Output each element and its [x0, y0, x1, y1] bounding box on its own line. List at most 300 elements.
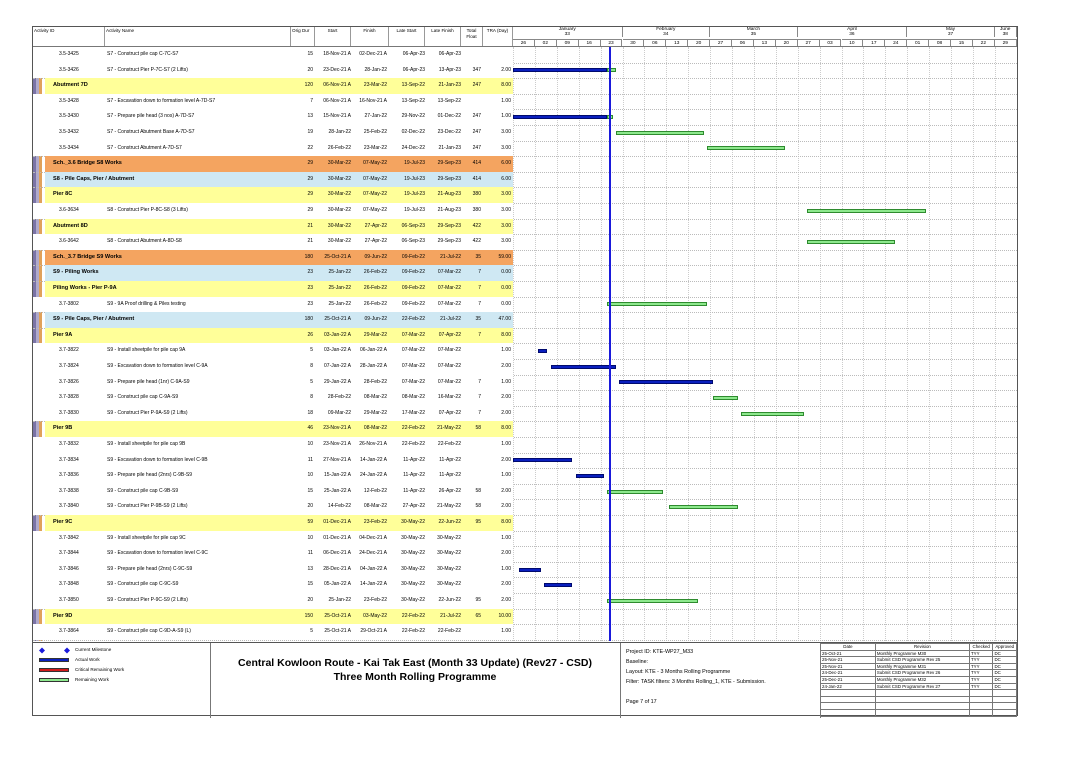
table-row[interactable] — [33, 593, 513, 609]
finish-date: 23-Mar-22 — [363, 82, 387, 89]
start-date: 06-Dec-21 A — [323, 550, 351, 557]
finish-date: 29-Mar-22 — [363, 331, 387, 338]
total-float: 422 — [472, 222, 481, 229]
actual-work-bar[interactable] — [513, 115, 607, 119]
table-row[interactable] — [33, 468, 513, 484]
late-finish: 07-Mar-22 — [437, 347, 461, 354]
month-header-january — [513, 27, 623, 37]
remaining-work-bar[interactable] — [713, 396, 738, 400]
actual-legend-swatch — [39, 658, 69, 662]
late-start: 30-May-22 — [401, 581, 425, 588]
col-start[interactable]: Start — [315, 27, 351, 46]
finish-date: 07-May-22 — [363, 191, 387, 198]
tra-days: 8.00 — [501, 331, 511, 338]
late-start: 09-Feb-22 — [401, 269, 425, 276]
remaining-work-bar[interactable] — [669, 505, 738, 509]
late-start: 19-Jul-23 — [404, 207, 425, 213]
start-date: 28-Jan-22 — [328, 129, 351, 135]
remaining-work-bar[interactable] — [607, 302, 707, 306]
late-start: 30-May-22 — [401, 565, 425, 572]
week-label: 09 — [557, 39, 579, 46]
orig-duration: 23 — [307, 300, 313, 307]
start-date: 25-Jan-22 — [328, 269, 351, 276]
remaining-work-bar[interactable] — [741, 412, 804, 416]
orig-duration: 19 — [307, 129, 313, 135]
remaining-work-bar[interactable] — [707, 146, 785, 150]
activity-name: Pier 9B — [53, 425, 73, 432]
wbs-band-row[interactable] — [45, 421, 513, 437]
start-date: 23-Dec-21 A — [323, 66, 351, 73]
start-date: 15-Nov-21 A — [323, 113, 351, 120]
table-row[interactable] — [33, 453, 513, 469]
month-number: 34 — [663, 32, 669, 37]
orig-duration: 5 — [310, 378, 313, 385]
total-float: 7 — [478, 394, 481, 401]
col-total-float[interactable]: Total Float — [461, 27, 483, 46]
tra-days: 8.00 — [501, 425, 511, 432]
late-start: 07-Mar-22 — [401, 378, 425, 385]
orig-duration: 180 — [304, 316, 313, 323]
project-id: Project ID: KTE-WP27_M33 — [626, 649, 694, 655]
finish-date: 26-Feb-22 — [363, 269, 387, 276]
activity-name: S7 - Prepare pile head (3 nos) A-7D-S7 — [107, 113, 195, 120]
late-start: 02-Dec-22 — [401, 129, 425, 135]
late-finish: 07-Mar-22 — [437, 269, 461, 276]
orig-duration: 21 — [307, 222, 313, 229]
orig-duration: 26 — [307, 331, 313, 338]
actual-work-bar[interactable] — [513, 68, 607, 72]
actual-work-bar[interactable] — [619, 380, 713, 384]
finish-date: 23-Feb-22 — [363, 597, 387, 603]
late-start: 22-Feb-22 — [401, 425, 425, 432]
col-orig-dur[interactable]: Orig Dur — [291, 27, 315, 46]
revision-cell: TYY — [969, 663, 993, 670]
revision-cell — [821, 696, 876, 703]
tra-days: 6.00 — [501, 175, 511, 182]
week-label: 27 — [798, 39, 820, 46]
revision-row — [821, 683, 1017, 690]
orig-duration: 15 — [307, 487, 313, 494]
revision-cell — [993, 690, 1017, 697]
tra-days: 2.00 — [501, 456, 511, 463]
tra-days: 3.00 — [501, 222, 511, 229]
finish-date: 09-Jun-22 — [364, 253, 387, 260]
activity-name: S9 - Construct pile cap C-9D-A-S9 (L) — [107, 628, 191, 635]
orig-duration: 150 — [304, 612, 313, 619]
tra-days: 0.00 — [501, 269, 511, 276]
tra-days: 1.00 — [501, 441, 511, 447]
table-row[interactable] — [33, 406, 513, 422]
revision-cell: TYY — [969, 670, 993, 677]
activity-id: 3.7-3850 — [59, 597, 79, 603]
orig-duration: 180 — [304, 253, 313, 260]
total-float: 35 — [475, 316, 481, 323]
actual-work-bar[interactable] — [519, 568, 541, 572]
revision-cell — [821, 703, 876, 710]
finish-date: 26-Nov-21 A — [359, 441, 387, 447]
revision-cell: DC — [993, 663, 1017, 670]
revision-header-row — [821, 644, 1017, 651]
late-finish: 30-May-22 — [437, 565, 461, 572]
orig-duration: 11 — [307, 456, 313, 463]
activity-name: S9 - Prepare pile head (2nrs) C-9B-S9 — [107, 472, 193, 479]
revision-cell: 25-Oct-21 — [821, 650, 876, 657]
tra-days: 3.00 — [501, 144, 511, 151]
month-name: April — [847, 27, 857, 32]
revision-cell — [875, 709, 969, 716]
revision-row-empty — [821, 696, 1017, 703]
late-finish: 21-Jan-23 — [438, 144, 461, 151]
wbs-band-row[interactable] — [45, 219, 513, 235]
activity-name: S7 - Construct Pier P-7C-S7 (2 Lifts) — [107, 66, 188, 73]
late-start: 30-May-22 — [401, 534, 425, 541]
start-date: 14-Feb-22 — [327, 503, 351, 510]
activity-id: 3.7-3840 — [59, 503, 79, 510]
col-finish[interactable]: Finish — [351, 27, 389, 46]
total-float: 58 — [475, 503, 481, 510]
revision-cell: 25-Nov-21 — [821, 663, 876, 670]
activity-name: S9 - Pile Caps, Pier / Abutment — [53, 316, 135, 323]
revision-row — [821, 670, 1017, 677]
activity-name: S9 - Excavation down to formation level C-9B — [107, 456, 208, 463]
late-start: 11-Apr-22 — [403, 456, 425, 463]
revision-row-empty — [821, 690, 1017, 697]
activity-name: S7 - Construct pile cap C-7C-S7 — [107, 51, 179, 57]
late-start: 09-Feb-22 — [401, 300, 425, 307]
start-date: 15-Jan-22 A — [324, 472, 351, 479]
week-label: 16 — [579, 39, 601, 46]
start-date: 09-Mar-22 — [327, 409, 351, 416]
late-start: 11-Apr-22 — [403, 472, 425, 479]
tra-days: 1.00 — [501, 347, 511, 354]
finish-date: 25-Feb-22 — [363, 129, 387, 135]
late-start: 22-Feb-22 — [401, 316, 425, 323]
remaining-work-bar[interactable] — [607, 490, 663, 494]
actual-work-bar[interactable] — [544, 583, 572, 587]
total-float: 247 — [472, 129, 481, 135]
late-finish: 07-Mar-22 — [437, 378, 461, 385]
revision-cell — [969, 703, 993, 710]
activity-id: 3.5-3430 — [59, 113, 79, 120]
finish-date: 04-Dec-21 A — [359, 534, 387, 541]
month-number: 37 — [947, 32, 954, 37]
col-late-finish[interactable]: Late Finish — [425, 27, 461, 46]
revision-header-cell: Approved — [993, 644, 1017, 651]
table-row[interactable] — [33, 94, 513, 110]
late-finish: 21-Aug-23 — [437, 191, 461, 198]
col-activity-id[interactable]: Activity ID — [33, 27, 105, 46]
orig-duration: 11 — [307, 550, 313, 557]
orig-duration: 22 — [307, 144, 313, 151]
remaining-work-bar[interactable] — [807, 240, 895, 244]
wbs-band-row[interactable] — [45, 156, 513, 172]
table-row[interactable] — [33, 390, 513, 406]
revision-row — [821, 657, 1017, 664]
orig-duration: 10 — [307, 441, 313, 447]
month-name: May — [945, 27, 956, 32]
milestone-diamond-icon — [39, 647, 71, 655]
table-row[interactable] — [33, 141, 513, 157]
activity-id: 3.7-3842 — [59, 534, 79, 541]
wbs-band-row[interactable] — [45, 250, 513, 266]
finish-date: 28-Jan-22 A — [360, 363, 387, 369]
finish-date: 16-Nov-21 A — [359, 97, 387, 104]
orig-duration: 59 — [307, 519, 313, 525]
table-row[interactable] — [33, 125, 513, 141]
start-date: 23-Nov-21 A — [323, 425, 351, 432]
table-row[interactable] — [33, 531, 513, 547]
week-label: 23 — [601, 39, 623, 46]
baseline: Baseline: — [626, 659, 649, 665]
critical-legend-swatch — [39, 668, 69, 672]
start-date: 23-Nov-21 A — [323, 441, 351, 447]
revision-cell: Submit CSD Programme Rev 27 — [875, 683, 969, 690]
orig-duration: 29 — [307, 207, 313, 213]
wbs-band-row[interactable] — [45, 328, 513, 344]
finish-date: 24-Dec-21 A — [359, 550, 387, 557]
wbs-band-row[interactable] — [45, 78, 513, 94]
late-start: 09-Feb-22 — [401, 285, 425, 291]
table-row[interactable] — [33, 63, 513, 79]
revision-header-cell: Revision — [875, 644, 969, 651]
finish-date: 12-Feb-22 — [363, 487, 387, 494]
week-label: 01 — [907, 39, 929, 46]
actual-work-bar[interactable] — [538, 349, 547, 353]
revision-table — [820, 643, 1017, 718]
start-date: 26-Feb-22 — [327, 144, 351, 151]
report-subtitle: Three Month Rolling Programme — [333, 671, 497, 683]
col-late-start[interactable]: Late Start — [389, 27, 425, 46]
activity-name: Abutment 7D — [53, 82, 88, 89]
filter-text: Filter: TASK filters: 3 Months Rolling_1, KTE - Submission. — [626, 679, 766, 685]
remaining-work-bar[interactable] — [616, 131, 704, 135]
finish-date: 07-May-22 — [363, 175, 387, 182]
revision-row — [821, 663, 1017, 670]
start-date: 18-Nov-21 A — [323, 51, 351, 57]
finish-date: 27-Apr-22 — [364, 238, 387, 245]
orig-duration: 7 — [310, 97, 313, 104]
actual-work-bar[interactable] — [551, 365, 617, 369]
activity-id: 3.5-3426 — [59, 66, 79, 73]
revision-header-cell: Date — [821, 644, 876, 651]
revision-cell: DC — [993, 657, 1017, 664]
total-float: 380 — [472, 191, 481, 198]
tra-days: 2.00 — [501, 503, 511, 510]
late-finish: 29-Sep-23 — [437, 238, 461, 245]
start-date: 06-Nov-21 A — [323, 82, 351, 89]
table-row[interactable] — [33, 624, 513, 640]
activity-name: S9 - 9A Proof drilling & Piles testing — [107, 300, 186, 307]
activity-name: Pier 9D — [53, 612, 73, 619]
schedule-body — [33, 47, 1017, 641]
tra-days: 2.00 — [501, 394, 511, 401]
revision-cell: TYY — [969, 676, 993, 683]
wbs-band-row[interactable] — [45, 281, 513, 297]
title-box — [210, 643, 621, 718]
week-label: 15 — [951, 39, 973, 46]
late-start: 22-Feb-22 — [401, 612, 425, 619]
tra-days: 1.00 — [501, 534, 511, 541]
table-row[interactable] — [33, 234, 513, 250]
tra-days: 3.00 — [501, 238, 511, 245]
month-name: January — [558, 27, 576, 32]
table-row[interactable] — [33, 577, 513, 593]
table-row[interactable] — [33, 375, 513, 391]
late-start: 29-Nov-22 — [401, 113, 425, 120]
revision-cell: 24-Dec-21 — [821, 670, 876, 677]
total-float: 7 — [478, 300, 481, 307]
table-row[interactable] — [33, 484, 513, 500]
schedule-sheet — [32, 26, 1018, 716]
actual-work-bar[interactable] — [513, 458, 572, 462]
activity-name: S7 - Construct Abutment A-7D-S7 — [107, 144, 182, 151]
wbs-band-row[interactable] — [45, 187, 513, 203]
wbs-band-row[interactable] — [45, 312, 513, 328]
table-row[interactable] — [33, 297, 513, 313]
late-finish: 11-Apr-22 — [439, 472, 461, 479]
activity-name: Pier 9A — [53, 331, 73, 338]
activity-name: S7 - Excavation down to formation level A-7D-S7 — [107, 97, 216, 104]
col-tra[interactable]: TRA (Day) — [483, 27, 513, 46]
total-float: 7 — [478, 409, 481, 416]
activity-name: Pier 8C — [53, 191, 73, 198]
total-float: 35 — [475, 253, 481, 260]
start-date: 30-Mar-22 — [327, 207, 351, 213]
orig-duration: 23 — [307, 285, 313, 291]
total-float: 414 — [472, 175, 481, 182]
activity-name: S9 - Construct Pier P-9B-S9 (2 Lifts) — [107, 503, 188, 510]
table-row[interactable] — [33, 343, 513, 359]
activity-name: S9 - Install sheetpile for pile cap 9C — [107, 534, 186, 541]
finish-date: 27-Jan-22 — [364, 113, 387, 120]
revision-header-cell: Checked — [969, 644, 993, 651]
table-row[interactable] — [33, 47, 513, 63]
table-row[interactable] — [33, 109, 513, 125]
table-row[interactable] — [33, 562, 513, 578]
start-date: 25-Jan-22 — [328, 300, 351, 307]
activity-id: 3.7-3848 — [59, 581, 79, 588]
revision-cell: DC — [993, 683, 1017, 690]
tra-days: 59.00 — [498, 253, 511, 260]
remaining-work-bar[interactable] — [807, 209, 926, 213]
revision-row-empty — [821, 709, 1017, 716]
week-label: 27 — [710, 39, 732, 46]
total-float: 95 — [475, 597, 481, 603]
table-row[interactable] — [33, 499, 513, 515]
week-label: 08 — [929, 39, 951, 46]
tra-days: 2.00 — [501, 597, 511, 603]
late-finish: 21-Jul-22 — [440, 612, 461, 619]
start-date: 01-Dec-21 A — [323, 534, 351, 541]
remaining-work-bar[interactable] — [607, 599, 698, 603]
late-finish: 21-May-22 — [437, 425, 461, 432]
week-label: 20 — [776, 39, 798, 46]
late-finish: 21-May-22 — [437, 503, 461, 510]
actual-work-bar[interactable] — [576, 474, 604, 478]
start-date: 27-Nov-21 A — [323, 456, 351, 463]
late-finish: 01-Dec-22 — [437, 113, 461, 120]
total-float: 58 — [475, 487, 481, 494]
wbs-band-row[interactable] — [45, 265, 513, 281]
col-activity-name[interactable]: Activity Name — [105, 27, 291, 46]
late-finish: 29-Sep-23 — [437, 222, 461, 229]
revision-cell — [821, 709, 876, 716]
late-finish: 29-Sep-23 — [437, 175, 461, 182]
late-finish: 29-Sep-23 — [437, 160, 461, 167]
activity-id: 3.5-3428 — [59, 97, 79, 104]
orig-duration: 46 — [307, 425, 313, 432]
start-date: 25-Jan-22 — [328, 597, 351, 603]
tra-days: 8.00 — [501, 82, 511, 89]
activity-name: S9 - Install sheetpile for pile cap 9A — [107, 347, 186, 354]
activity-id: 3.7-3824 — [59, 363, 79, 369]
table-row[interactable] — [33, 437, 513, 453]
week-label: 06 — [732, 39, 754, 46]
activity-name: S9 - Excavation down to formation level C-9A — [107, 363, 208, 369]
tra-days: 8.00 — [501, 519, 511, 525]
finish-date: 23-Feb-22 — [363, 519, 387, 525]
wbs-band-row[interactable] — [45, 609, 513, 625]
legend — [33, 643, 211, 718]
start-date: 29-Jan-22 A — [324, 378, 351, 385]
tra-days: 47.00 — [498, 316, 511, 323]
week-label: 22 — [973, 39, 995, 46]
table-row[interactable] — [33, 203, 513, 219]
late-finish: 07-Apr-22 — [438, 331, 461, 338]
activity-id: 3.7-3834 — [59, 456, 79, 463]
late-start: 08-Mar-22 — [401, 394, 425, 401]
late-start: 17-Mar-22 — [401, 409, 425, 416]
week-label: 17 — [863, 39, 885, 46]
wbs-band-row[interactable] — [45, 172, 513, 188]
legend-label: Current Milestone — [75, 647, 112, 652]
week-label: 30 — [623, 39, 645, 46]
week-label: 26 — [513, 39, 535, 46]
revision-cell — [821, 690, 876, 697]
activity-id: 3.6-3642 — [59, 238, 79, 245]
finish-date: 14-Jan-22 A — [360, 456, 387, 463]
tra-days: 3.00 — [501, 129, 511, 135]
activity-id: 3.5-3434 — [59, 144, 79, 151]
month-number: 38 — [1002, 32, 1008, 37]
finish-date: 28-Jan-22 — [364, 66, 387, 73]
tra-days: 2.00 — [501, 363, 511, 369]
revision-cell — [875, 690, 969, 697]
total-float: 247 — [472, 144, 481, 151]
orig-duration: 29 — [307, 191, 313, 198]
start-date: 07-Jan-22 A — [324, 363, 351, 369]
orig-duration: 23 — [307, 269, 313, 276]
activity-id: 3.7-3828 — [59, 394, 79, 401]
wbs-band-row[interactable] — [45, 515, 513, 531]
legend-item — [39, 657, 209, 665]
table-row[interactable] — [33, 546, 513, 562]
activity-id: 3.7-3864 — [59, 628, 79, 635]
activity-name: S9 - Install sheetpile for pile cap 9B — [107, 441, 186, 447]
finish-date: 07-May-22 — [363, 207, 387, 213]
month-name: June — [1000, 27, 1011, 32]
start-date: 30-Mar-22 — [327, 238, 351, 245]
revision-cell: 25-Nov-21 — [821, 657, 876, 664]
orig-duration: 21 — [307, 238, 313, 245]
orig-duration: 20 — [307, 66, 313, 73]
start-date: 25-Oct-21 A — [324, 316, 351, 323]
revision-row — [821, 676, 1017, 683]
page-number: Page 7 of 17 — [626, 699, 657, 705]
revision-cell — [875, 696, 969, 703]
start-date: 30-Mar-22 — [327, 160, 351, 167]
table-row[interactable] — [33, 359, 513, 375]
